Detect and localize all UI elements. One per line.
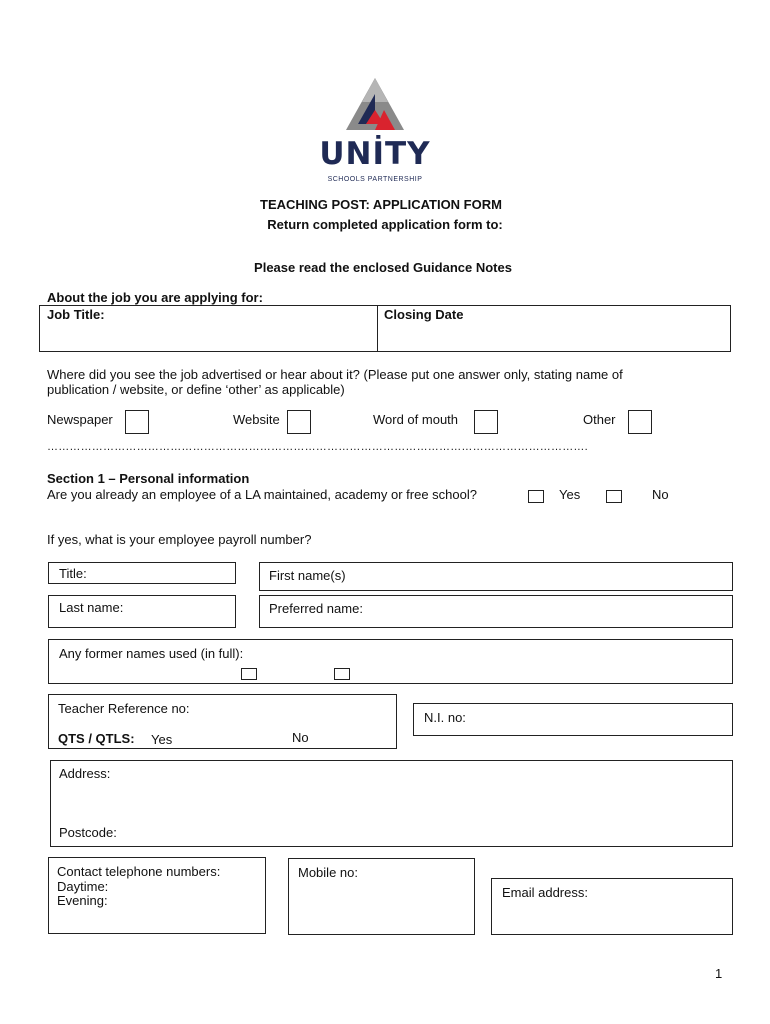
advert-question-line2: publication / website, or define ‘other’ as applicable) — [47, 382, 345, 397]
address-label: Address: — [59, 766, 111, 781]
ni-number-field[interactable] — [413, 703, 733, 736]
former-names-checkbox-1[interactable] — [241, 668, 257, 680]
postcode-label: Postcode: — [59, 825, 117, 840]
contact-numbers-label: Contact telephone numbers: — [57, 864, 221, 879]
mobile-number-field[interactable] — [288, 858, 475, 935]
other-specify-line: ………………………………………………………………………………………………………………………………. — [47, 441, 588, 453]
teacher-reference-label: Teacher Reference no: — [58, 701, 190, 716]
return-to-line: Return completed application form to: — [267, 217, 503, 232]
qts-label: QTS / QTLS: — [58, 731, 135, 746]
website-label: Website — [233, 412, 280, 427]
teacher-reference-field[interactable] — [48, 694, 397, 749]
employee-yes-label: Yes — [559, 487, 581, 502]
page-number: 1 — [715, 966, 723, 981]
contact-numbers-field[interactable] — [48, 857, 266, 934]
word-of-mouth-checkbox[interactable] — [474, 410, 498, 434]
job-title-label: Job Title: — [47, 307, 105, 322]
address-field[interactable] — [50, 760, 733, 847]
employee-question: Are you already an employee of a LA maintained, academy or free school? — [47, 487, 477, 502]
logo-wordmark: UNİTY — [319, 136, 431, 172]
section1-title: Section 1 – Personal information — [47, 471, 250, 486]
first-names-label: First name(s) — [269, 568, 346, 583]
former-names-field[interactable] — [48, 639, 733, 684]
qts-no-label: No — [292, 730, 309, 745]
payroll-question: If yes, what is your employee payroll number? — [47, 532, 312, 547]
triangle-logo-icon — [300, 72, 470, 134]
preferred-name-label: Preferred name: — [269, 601, 363, 616]
newspaper-label: Newspaper — [47, 412, 113, 427]
job-section-label: About the job you are applying for: — [47, 290, 263, 305]
employee-no-label: No — [652, 487, 669, 502]
guidance-notes: Please read the enclosed Guidance Notes — [254, 260, 512, 275]
advert-question-line1: Where did you see the job advertised or hear about it? (Please put one answer only, stating name of — [47, 367, 623, 382]
other-label: Other — [583, 412, 616, 427]
last-name-label: Last name: — [59, 600, 124, 615]
employee-yes-checkbox[interactable] — [528, 490, 544, 503]
form-title: TEACHING POST: APPLICATION FORM — [260, 197, 502, 212]
last-name-field[interactable] — [48, 595, 236, 628]
daytime-label: Daytime: — [57, 879, 109, 894]
email-address-label: Email address: — [502, 885, 588, 900]
newspaper-checkbox[interactable] — [125, 410, 149, 434]
closing-date-field[interactable] — [377, 305, 731, 352]
website-checkbox[interactable] — [287, 410, 311, 434]
job-title-field[interactable] — [39, 305, 378, 352]
title-field[interactable] — [48, 562, 236, 584]
former-names-checkbox-2[interactable] — [334, 668, 350, 680]
preferred-name-field[interactable] — [259, 595, 733, 628]
ni-number-label: N.I. no: — [424, 710, 466, 725]
first-names-field[interactable] — [259, 562, 733, 591]
title-label: Title: — [59, 566, 87, 581]
word-of-mouth-label: Word of mouth — [373, 412, 459, 427]
logo-tagline: SCHOOLS PARTNERSHIP — [327, 176, 423, 183]
unity-logo — [300, 72, 470, 190]
mobile-number-label: Mobile no: — [298, 865, 358, 880]
employee-no-checkbox[interactable] — [606, 490, 622, 503]
former-names-label: Any former names used (in full): — [59, 646, 244, 661]
closing-date-label: Closing Date — [384, 307, 464, 322]
email-address-field[interactable] — [491, 878, 733, 935]
evening-label: Evening: — [57, 893, 108, 908]
qts-yes-label: Yes — [151, 732, 173, 747]
other-checkbox[interactable] — [628, 410, 652, 434]
